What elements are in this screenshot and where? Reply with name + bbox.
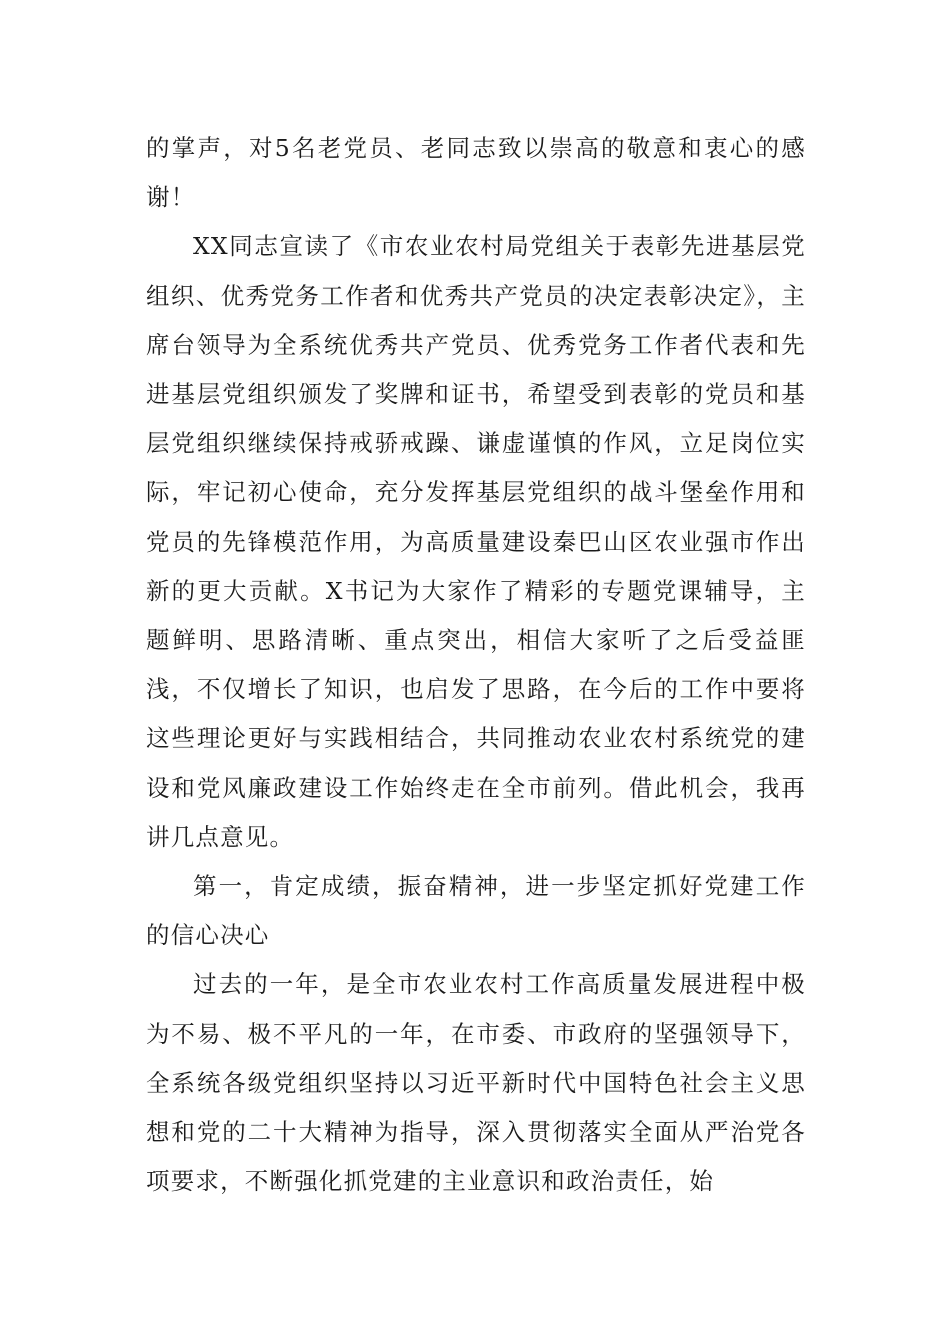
paragraph-past-year: 过去的一年，是全市农业农村工作高质量发展进程中极为不易、极不平凡的一年，在市委、市政府的坚强领导下，全系统各级党组织坚持以习近平新时代中国特色社会主义思想和党的二十大精神为指导，深入贯彻落实全面从严治党各项要求，不断强化抓党建的主业意识和政治责任，始 [146, 970, 806, 1196]
paragraph-continuation: 的掌声，对5名老党员、老同志致以崇高的敬意和衷心的感谢！ [146, 134, 806, 212]
section-heading-first: 第一，肯定成绩，振奋精神，进一步坚定抓好党建工作的信心决心 [146, 872, 806, 950]
paragraph-commendation: XX同志宣读了《市农业农村局党组关于表彰先进基层党组织、优秀党务工作者和优秀共产党员的决定表彰决定》，主席台领导为全系统优秀共产党员、优秀党务工作者代表和先进基层党组织颁发了奖牌和证书，希望受到表彰的党员和基层党组织继续保持戒骄戒躁、谦虚谨慎的作风，立足岗位实际，牢记初心使命，充分发挥基层党组织的战斗堡垒作用和党员的先锋模范作用，为高质量建设秦巴山区农业强市作出新的更大贡献。X书记为大家作了精彩的专题党课辅导，主题鲜明、思路清晰、重点突出，相信大家听了之后受益匪浅，不仅增长了知识，也启发了思路，在今后的工作中要将这些理论更好与实践相结合，共同推动农业农村系统党的建设和党风廉政建设工作始终走在全市前列。借此机会，我再讲几点意见。 [146, 232, 806, 851]
document-body [146, 124, 806, 1206]
